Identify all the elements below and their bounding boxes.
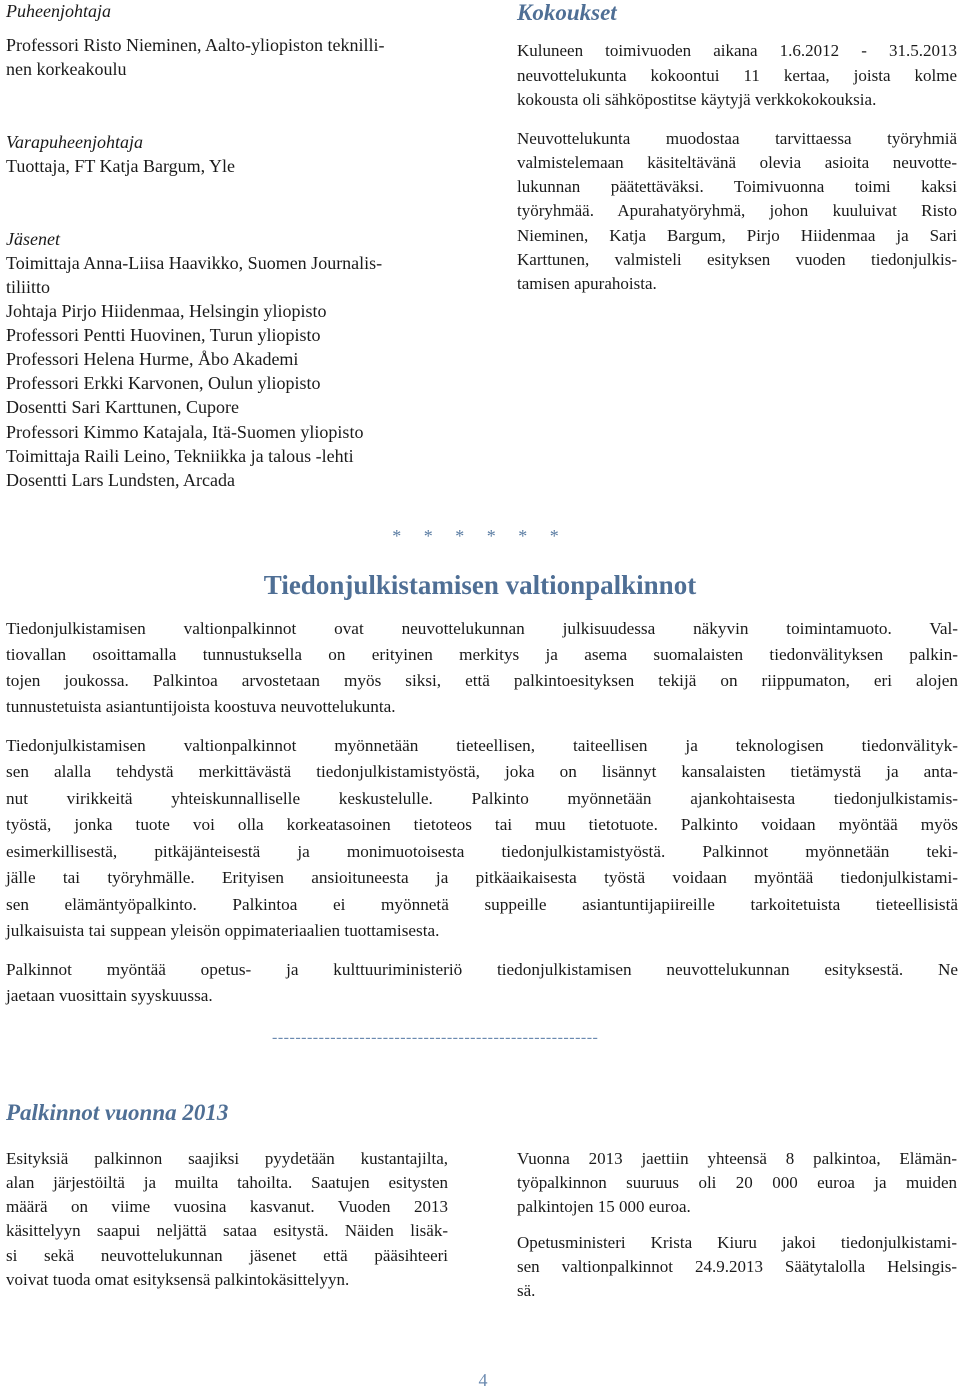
meetings-title: Kokoukset bbox=[517, 0, 617, 25]
paragraph-line: esimerkillisestä, pitkäjänteisestä ja monimuotoisesta tiedonjulkistamistyöstä. Palkinnot myönnetään teki- bbox=[6, 842, 958, 861]
dashed-separator: -------------------------------------------------------- bbox=[272, 1029, 599, 1046]
awards-line: käsittelyyn saapui neljättä sataa esitystä. Näiden lisäk- bbox=[6, 1221, 448, 1240]
meetings-line: kokousta oli sähköpostitse käytyjä verkkokokouksia. bbox=[517, 90, 877, 109]
member-line: Professori Erkki Karvonen, Oulun yliopisto bbox=[6, 373, 321, 393]
paragraph-line: Tiedonjulkistamisen valtionpalkinnot myönnetään tieteellisen, taiteellisen ja teknologisen tiedonvälityk- bbox=[6, 736, 958, 755]
members-heading: Jäsenet bbox=[6, 229, 60, 249]
chair-line: nen korkeakoulu bbox=[6, 59, 127, 79]
paragraph-line: tojen joukossa. Palkintoa arvostetaan myös siksi, että palkintoesityksen tekijä on riippumaton, eri alojen bbox=[6, 671, 958, 690]
meetings-line: valmistelemaan käsiteltävänä olevia asioita neuvotte- bbox=[517, 153, 957, 172]
vice-chair-heading: Varapuheenjohtaja bbox=[6, 132, 143, 152]
main-heading: Tiedonjulkistamisen valtionpalkinnot bbox=[263, 570, 697, 600]
awards-2013-title: Palkinnot vuonna 2013 bbox=[6, 1100, 229, 1125]
awards-line: Opetusministeri Krista Kiuru jakoi tiedonjulkistami- bbox=[517, 1233, 957, 1252]
paragraph-line: nut virikkeitä yhteiskunnalliselle keskustelulle. Palkinto myönnetään ajankohtaisesta tiedonjulkistamis- bbox=[6, 789, 958, 808]
paragraph-line: sen alalla tehdystä merkittävästä tiedonjulkistamistyöstä, joka on lisännyt kansalaisten tietämystä ja anta- bbox=[6, 762, 958, 781]
awards-line: si sekä neuvottelukunnan jäsenet että pääsihteeri bbox=[6, 1246, 448, 1265]
awards-line: Vuonna 2013 jaettiin yhteensä 8 palkintoa, Elämän- bbox=[517, 1149, 957, 1168]
member-line: Toimittaja Raili Leino, Tekniikka ja talous -lehti bbox=[6, 446, 354, 466]
meetings-line: lukunnan päätettäväksi. Toimivuonna toimi kaksi bbox=[517, 177, 957, 196]
awards-line: alan järjestöiltä ja muilta tahoilta. Saatujen esitysten bbox=[6, 1173, 448, 1192]
member-line: Johtaja Pirjo Hiidenmaa, Helsingin yliopisto bbox=[6, 301, 327, 321]
paragraph-line: jaetaan vuosittain syyskuussa. bbox=[6, 986, 213, 1005]
meetings-line: neuvottelukunta kokoontui 11 kertaa, joista kolme bbox=[517, 66, 957, 85]
meetings-line: tamisen apurahoista. bbox=[517, 274, 657, 293]
awards-line: sen valtionpalkinnot 24.9.2013 Säätytalolla Helsingis- bbox=[517, 1257, 957, 1276]
meetings-line: työryhmää. Apurahatyöryhmä, johon kuuluivat Risto bbox=[517, 201, 957, 220]
member-line: Dosentti Lars Lundsten, Arcada bbox=[6, 470, 235, 490]
awards-line: työpalkinnon suuruus oli 20 000 euroa ja muiden bbox=[517, 1173, 957, 1192]
paragraph-line: sen elämäntyöpalkinto. Palkintoa ei myönnetä suppeille asiantuntijapiireille tarkoitetuista tieteellisistä bbox=[6, 895, 958, 914]
member-line: Toimittaja Anna-Liisa Haavikko, Suomen Journalis- bbox=[6, 253, 383, 273]
paragraph-line: julkaisuista tai suppean yleisön oppimateriaalien tuottamisesta. bbox=[6, 921, 440, 940]
vice-chair-line: Tuottaja, FT Katja Bargum, Yle bbox=[6, 156, 235, 176]
meetings-line: Neuvottelukunta muodostaa tarvittaessa työryhmiä bbox=[517, 129, 957, 148]
member-line: Professori Helena Hurme, Åbo Akademi bbox=[6, 349, 299, 369]
page-number: 4 bbox=[478, 1370, 488, 1390]
member-line: Professori Pentti Huovinen, Turun yliopisto bbox=[6, 325, 321, 345]
awards-line: Esityksiä palkinnon saajiksi pyydetään kustantajilta, bbox=[6, 1149, 448, 1168]
star-separator: * * * * * * bbox=[392, 526, 568, 546]
chair-heading: Puheenjohtaja bbox=[6, 1, 111, 21]
paragraph-line: tiovallan osoittamalla tunnustuksella on erityinen merkitys ja asema suomalaisten tiedonvälityksen palkin- bbox=[6, 645, 958, 664]
member-line: tiliitto bbox=[6, 277, 51, 297]
awards-line: sä. bbox=[517, 1281, 536, 1300]
member-line: Professori Kimmo Katajala, Itä-Suomen yliopisto bbox=[6, 422, 364, 442]
awards-line: määrä on viime vuosina kasvanut. Vuoden 2013 bbox=[6, 1197, 448, 1216]
paragraph-line: työstä, jonka tuote voi olla korkeatasoinen tietoteos tai muu tietotuote. Palkinto voidaan myöntää myös bbox=[6, 815, 958, 834]
chair-line: Professori Risto Nieminen, Aalto-yliopiston teknilli- bbox=[6, 35, 385, 55]
paragraph-line: tunnustetuista asiantuntijoista koostuva neuvottelukunta. bbox=[6, 697, 396, 716]
meetings-line: Karttunen, valmisteli esityksen vuoden tiedonjulkis- bbox=[517, 250, 957, 269]
awards-line: palkintojen 15 000 euroa. bbox=[517, 1197, 691, 1216]
member-line: Dosentti Sari Karttunen, Cupore bbox=[6, 397, 239, 417]
meetings-line: Nieminen, Katja Bargum, Pirjo Hiidenmaa ja Sari bbox=[517, 226, 957, 245]
paragraph-line: jälle tai työryhmälle. Erityisen ansioituneesta ja pitkäaikaisesta työstä voidaan myöntää tiedonjulkistami- bbox=[6, 868, 958, 887]
awards-line: voivat tuoda omat esityksensä palkintokäsittelyyn. bbox=[6, 1270, 350, 1289]
meetings-line: Kuluneen toimivuoden aikana 1.6.2012 - 31.5.2013 bbox=[517, 41, 957, 60]
paragraph-line: Tiedonjulkistamisen valtionpalkinnot ovat neuvottelukunnan julkisuudessa näkyvin toimintamuoto. Val- bbox=[6, 619, 958, 638]
paragraph-line: Palkinnot myöntää opetus- ja kulttuuriministeriö tiedonjulkistamisen neuvottelukunnan esityksestä. Ne bbox=[6, 960, 958, 979]
